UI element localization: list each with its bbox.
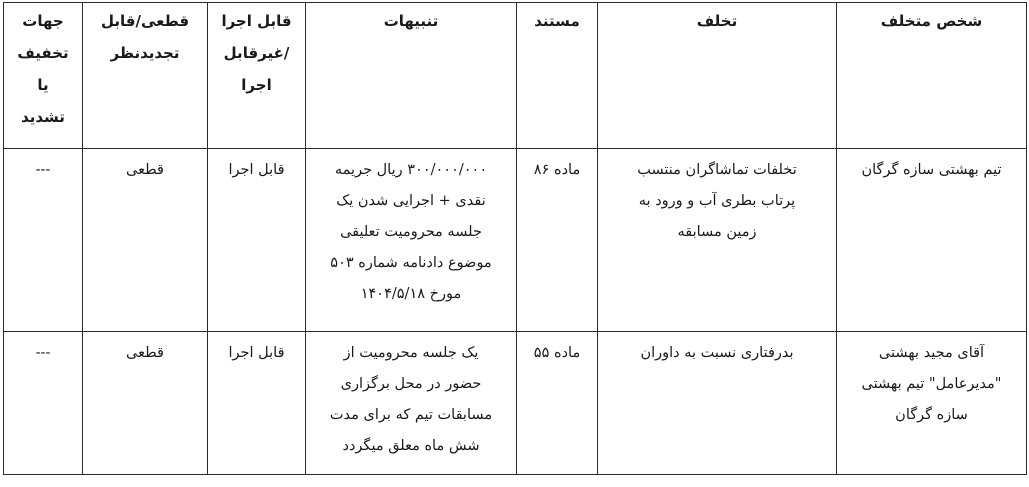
cell-enforceability xyxy=(208,149,306,332)
header-enforceability-line: اجرا xyxy=(241,76,272,94)
header-enforceability-line: /غیرقابل xyxy=(223,44,290,62)
cell-person-line: "مدیرعامل" تیم بهشتی xyxy=(861,376,1002,392)
cell-finality xyxy=(83,332,208,475)
cell-mitigation xyxy=(4,332,83,475)
cell-violation-line: تخلفات تماشاگران منتسب xyxy=(637,162,797,178)
cell-mitigation-value: --- xyxy=(35,162,51,178)
disciplinary-rulings-table xyxy=(3,2,1027,475)
cell-penalties-line: مورخ ۱۴۰۴/۵/۱۸ xyxy=(360,286,462,302)
cell-enforceability xyxy=(208,332,306,475)
cell-penalties-line: نقدی + اجرایی شدن یک xyxy=(336,193,486,209)
header-finality xyxy=(83,3,208,149)
header-enforceability-line: قابل اجرا xyxy=(221,12,292,30)
header-person-label: شخص متخلف xyxy=(880,12,983,30)
cell-finality-value: قطعی xyxy=(126,162,164,178)
header-document xyxy=(517,3,598,149)
header-penalties xyxy=(306,3,517,149)
header-document-label: مستند xyxy=(534,12,580,30)
cell-penalties-line: جلسه محرومیت تعلیقی xyxy=(340,224,482,240)
cell-penalties xyxy=(306,149,517,332)
cell-person-line: سازه گرگان xyxy=(895,407,968,423)
cell-document-value: ماده ۵۵ xyxy=(533,345,581,361)
header-finality-line: تجدیدنظر xyxy=(110,44,180,62)
cell-person xyxy=(837,332,1027,475)
cell-violation-line: بدرفتاری نسبت به داوران xyxy=(640,345,794,361)
table-header-row xyxy=(4,3,1027,149)
cell-person-line: تیم بهشتی سازه گرگان xyxy=(861,162,1002,178)
cell-person-line: آقای مجید بهشتی xyxy=(878,345,985,361)
header-person xyxy=(837,3,1027,149)
cell-violation xyxy=(598,332,837,475)
disciplinary-ruling-sheet xyxy=(3,2,1026,482)
header-penalties-label: تنبیهات xyxy=(383,12,439,30)
cell-violation-line: پرتاب بطری آب و ورود به xyxy=(638,193,796,209)
cell-penalties-line: حضور در محل برگزاری xyxy=(340,376,482,392)
header-mitigation-line: تشدید xyxy=(21,108,65,126)
cell-mitigation xyxy=(4,149,83,332)
cell-penalties-line: موضوع دادنامه شماره ۵۰۳ xyxy=(330,255,492,271)
table-row xyxy=(4,332,1027,475)
cell-enforceability-value: قابل اجرا xyxy=(228,162,285,178)
cell-enforceability-value: قابل اجرا xyxy=(228,345,285,361)
cell-penalties-line: مسابقات تیم که برای مدت xyxy=(329,407,493,423)
cell-penalties-line: شش ماه معلق میگردد xyxy=(342,438,480,454)
header-mitigation xyxy=(4,3,83,149)
cell-violation xyxy=(598,149,837,332)
header-mitigation-line: تخفیف xyxy=(17,44,69,62)
header-violation-label: تخلف xyxy=(696,12,738,30)
cell-mitigation-value: --- xyxy=(35,345,51,361)
header-finality-line: قطعی/قابل xyxy=(100,12,190,30)
header-violation xyxy=(598,3,837,149)
cell-penalties xyxy=(306,332,517,475)
cell-penalties-line: یک جلسه محرومیت از xyxy=(343,345,479,361)
header-mitigation-line: جهات xyxy=(22,12,64,30)
header-mitigation-line: یا xyxy=(37,76,49,94)
table-row xyxy=(4,149,1027,332)
cell-violation-line: زمین مسابقه xyxy=(677,224,757,240)
cell-penalties-line: ۳۰۰/۰۰۰/۰۰۰ ریال جریمه xyxy=(334,162,488,178)
cell-finality xyxy=(83,149,208,332)
cell-person xyxy=(837,149,1027,332)
cell-finality-value: قطعی xyxy=(126,345,164,361)
cell-document xyxy=(517,149,598,332)
cell-document xyxy=(517,332,598,475)
header-enforceability xyxy=(208,3,306,149)
cell-document-value: ماده ۸۶ xyxy=(533,162,581,178)
